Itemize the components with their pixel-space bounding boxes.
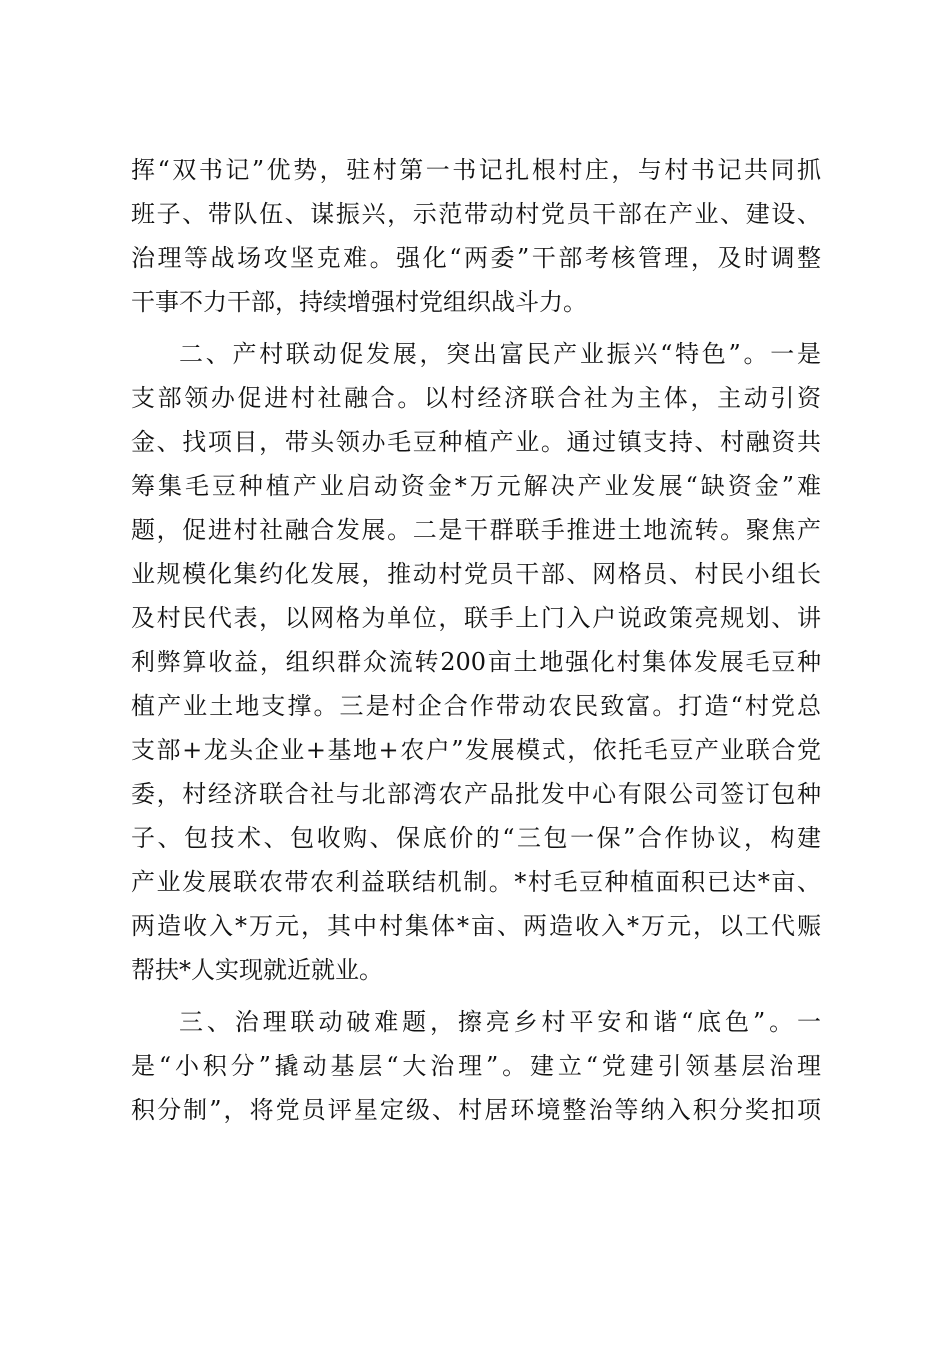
paragraph-2-line-4: 筹集毛豆种植产业启动资金*万元解决产业发展“缺资金”难 <box>131 472 821 500</box>
paragraph-1-line-4: 干事不力干部，持续增强村党组织战斗力。 <box>131 288 587 316</box>
paragraph-2-line-3: 金、找项目，带头领办毛豆种植产业。通过镇支持、村融资共 <box>131 428 821 456</box>
paragraph-1-line-3: 治理等战场攻坚克难。强化“两委”干部考核管理，及时调整 <box>131 244 821 272</box>
paragraph-3-line-3: 积分制”，将党员评星定级、村居环境整治等纳入积分奖扣项 <box>131 1096 821 1124</box>
paragraph-2-line-9: 植产业土地支撑。三是村企合作带动农民致富。打造“村党总 <box>131 692 821 720</box>
paragraph-3-line-1: 三、治理联动破难题，擦亮乡村平安和谐“底色”。一 <box>179 1008 821 1036</box>
paragraph-2-line-10: 支部+龙头企业+基地+农户”发展模式，依托毛豆产业联合党 <box>131 736 821 764</box>
paragraph-2-line-1: 二、产村联动促发展，突出富民产业振兴“特色”。一是 <box>179 340 821 368</box>
paragraph-1-line-1: 挥“双书记”优势，驻村第一书记扎根村庄，与村书记共同抓 <box>131 156 821 184</box>
paragraph-2-line-15: 帮扶*人实现就近就业。 <box>131 956 383 984</box>
paragraph-2-line-6: 业规模化集约化发展，推动村党员干部、网格员、村民小组长 <box>131 560 821 588</box>
paragraph-2-line-8: 利弊算收益，组织群众流转200亩土地强化村集体发展毛豆种 <box>131 648 821 676</box>
paragraph-2-line-5: 题，促进村社融合发展。二是干群联手推进土地流转。聚焦产 <box>131 516 821 544</box>
paragraph-1-line-2: 班子、带队伍、谋振兴，示范带动村党员干部在产业、建设、 <box>131 200 821 228</box>
paragraph-2-line-11: 委，村经济联合社与北部湾农产品批发中心有限公司签订包种 <box>131 780 821 808</box>
paragraph-2-line-13: 产业发展联农带农利益联结机制。*村毛豆种植面积已达*亩、 <box>131 868 821 896</box>
paragraph-2-line-2: 支部领办促进村社融合。以村经济联合社为主体，主动引资 <box>131 384 821 412</box>
paragraph-2-line-12: 子、包技术、包收购、保底价的“三包一保”合作协议，构建 <box>131 824 821 852</box>
paragraph-2-line-14: 两造收入*万元，其中村集体*亩、两造收入*万元，以工代赈 <box>131 912 821 940</box>
paragraph-2-line-7: 及村民代表，以网格为单位，联手上门入户说政策亮规划、讲 <box>131 604 821 632</box>
paragraph-3-line-2: 是“小积分”撬动基层“大治理”。建立“党建引领基层治理 <box>131 1052 821 1080</box>
